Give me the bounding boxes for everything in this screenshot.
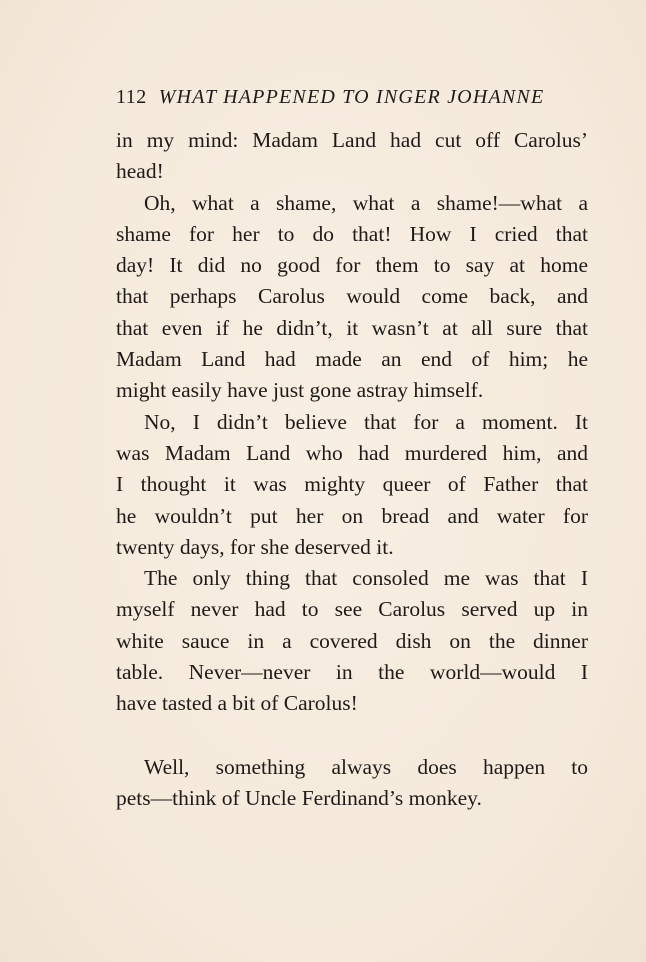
text-line: have tasted a bit of Carolus!	[116, 691, 358, 716]
text-line: I thought it was mighty queer of Father that	[116, 472, 588, 497]
body-text	[116, 125, 588, 814]
text-line: Madam Land had made an end of him; he	[116, 347, 588, 372]
text-line: table. Never—never in the world—would I	[116, 660, 588, 685]
text-line: myself never had to see Carolus served up in	[116, 597, 588, 622]
text-line: day! It did no good for them to say at home	[116, 253, 588, 278]
section-break	[116, 720, 588, 752]
page-number: 112	[116, 86, 147, 108]
text-line: Well, something always does happen to	[144, 754, 588, 779]
text-line: he wouldn’t put her on bread and water for	[116, 503, 588, 528]
running-header	[116, 86, 586, 109]
text-line: that perhaps Carolus would come back, and	[116, 284, 588, 309]
text-line: Oh, what a shame, what a shame!—what a	[144, 190, 588, 215]
text-line: in my mind: Madam Land had cut off Carolus’	[116, 128, 588, 152]
text-line: white sauce in a covered dish on the dinner	[116, 628, 588, 653]
text-line: No, I didn’t believe that for a moment. It	[144, 409, 588, 434]
text-line: twenty days, for she deserved it.	[116, 534, 394, 559]
text-line: pets—think of Uncle Ferdinand’s monkey.	[116, 785, 482, 810]
text-line: The only thing that consoled me was that I	[144, 566, 588, 591]
text-line: head!	[116, 159, 164, 184]
text-line: was Madam Land who had murdered him, and	[116, 440, 588, 465]
text-line: might easily have just gone astray himself.	[116, 378, 484, 403]
text-line: that even if he didn’t, it wasn’t at all sure that	[116, 315, 588, 340]
text-line: shame for her to do that! How I cried that	[116, 221, 588, 246]
running-title: WHAT HAPPENED TO INGER JOHANNE	[158, 86, 545, 108]
